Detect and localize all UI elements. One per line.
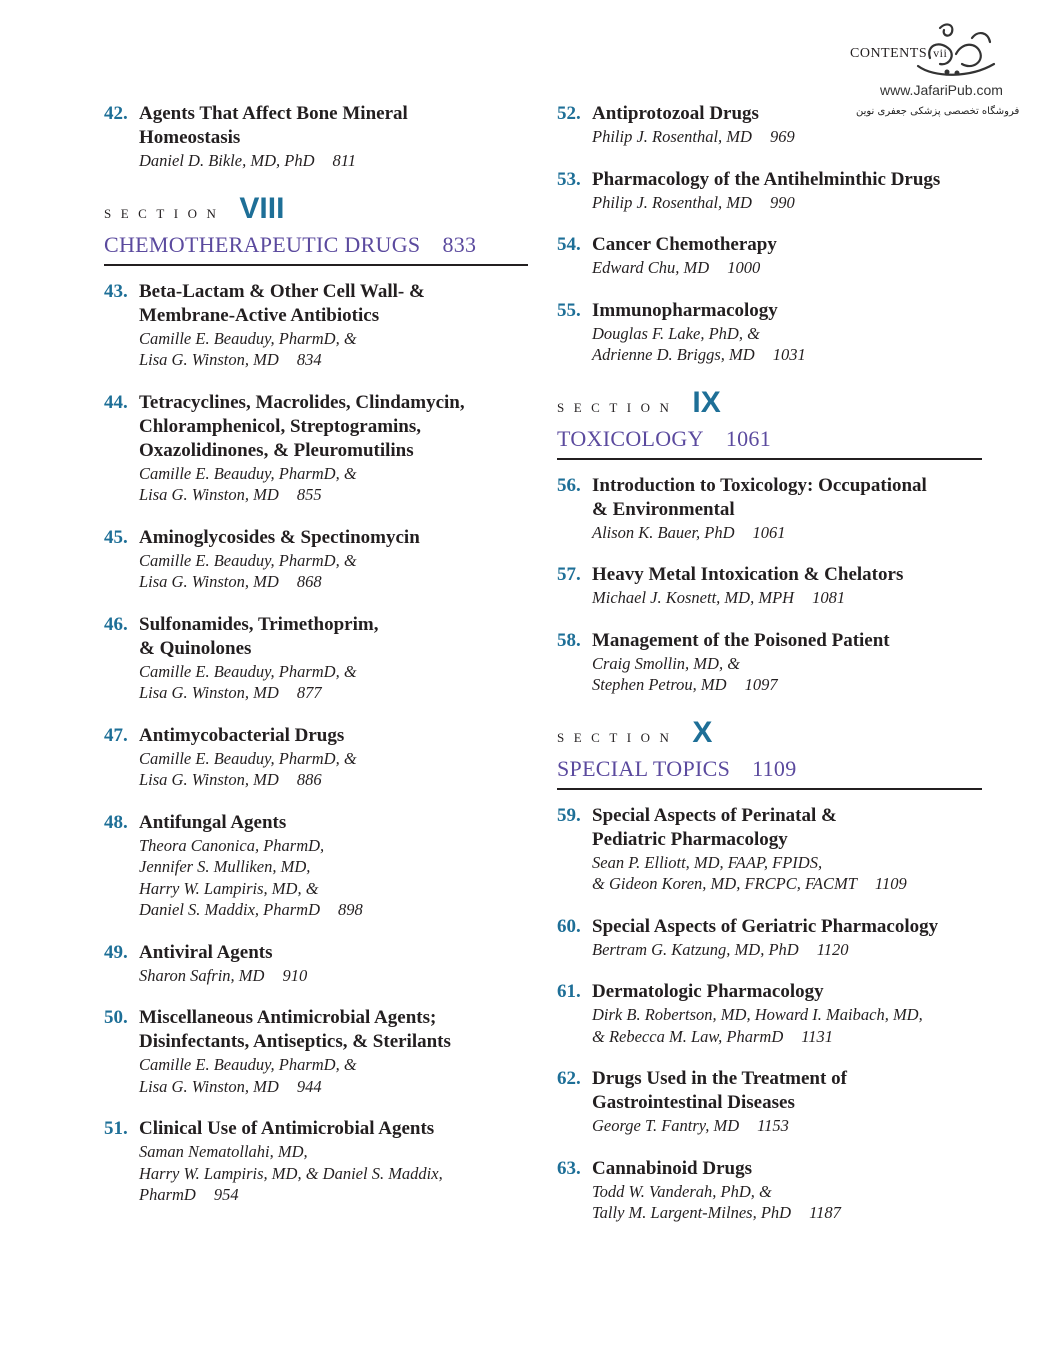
chapter-number: 54. [557, 234, 581, 255]
chapter-title-line: Chloramphenicol, Streptogramins, [139, 415, 422, 437]
chapter-title-line: Cannabinoid Drugs [592, 1157, 752, 1179]
chapter-number: 55. [557, 299, 581, 321]
toc-entry-57[interactable] [557, 563, 982, 609]
toc-entry-50[interactable] [104, 1006, 528, 1097]
chapter-title-line: & Quinolones [139, 637, 252, 659]
chapter-author-line [139, 899, 528, 921]
page-number: 877 [296, 683, 322, 702]
toc-entry-61[interactable] [557, 980, 982, 1047]
author-text: & Rebecca M. Law, PharmD [592, 1026, 784, 1046]
section-word: SECTION [557, 399, 679, 415]
chapter-author-line: Dirk B. Robertson, MD, Howard I. Maibach, MD, [592, 1005, 923, 1024]
section-title[interactable] [557, 422, 982, 460]
toc-entry-47[interactable] [104, 724, 528, 791]
chapter-author-line [592, 192, 982, 214]
chapter-number: 44. [104, 391, 128, 413]
header-label: CONTENTS [850, 46, 928, 61]
toc-entry-51[interactable] [104, 1117, 528, 1206]
author-text: George T. Fantry, MD [592, 1116, 740, 1135]
chapter-author-line: Camille E. Beauduy, PharmD, & [139, 463, 357, 483]
publisher-shop-name: فروشگاه تخصصی پزشکی جعفری نوین [856, 106, 1020, 117]
chapter-title-line: Antimycobacterial Drugs [139, 724, 345, 746]
chapter-title-line: Management of the Poisoned Patient [592, 629, 890, 651]
chapter-number: 46. [104, 613, 128, 635]
section-page-number: 1061 [725, 425, 772, 451]
page-number: 898 [338, 900, 363, 919]
chapter-author-line: Harry W. Lampiris, MD, & [139, 878, 319, 898]
chapter-number: 58. [557, 629, 581, 651]
chapter-author-line [139, 682, 528, 704]
chapter-author-line: Saman Nematollahi, MD, [139, 1142, 308, 1161]
chapter-title-line: & Environmental [592, 498, 735, 520]
chapter-author-line: Craig Smollin, MD, & [592, 653, 741, 673]
toc-entry-62[interactable] [557, 1067, 982, 1137]
toc-entry-55[interactable] [557, 299, 982, 366]
chapter-title-line: Special Aspects of Geriatric Pharmacology [592, 915, 939, 937]
publisher-logo-watermark [910, 20, 1000, 82]
page-number: 1081 [812, 588, 846, 607]
author-text: Lisa G. Winston, MD [139, 572, 279, 591]
page-number: 886 [296, 770, 322, 789]
toc-entry-45[interactable] [104, 526, 528, 593]
author-text: PharmD [139, 1185, 196, 1204]
chapter-number: 62. [557, 1068, 581, 1089]
chapter-number: 48. [104, 811, 128, 833]
section-x-heading [557, 716, 982, 790]
chapter-number: 51. [104, 1118, 128, 1139]
page-number: 855 [296, 485, 322, 504]
page-number: 1131 [801, 1026, 834, 1046]
page-number: 811 [332, 151, 357, 170]
chapter-author-line [139, 484, 528, 506]
chapter-number: 50. [104, 1007, 128, 1028]
chapter-author-line: Camille E. Beauduy, PharmD, & [139, 661, 357, 681]
toc-entry-44[interactable] [104, 391, 528, 506]
chapter-title-line: Immunopharmacology [592, 299, 778, 321]
chapter-title-line: Introduction to Toxicology: Occupational [592, 474, 927, 496]
chapter-title-line: Gastrointestinal Diseases [592, 1092, 795, 1113]
page-number: 944 [296, 1076, 322, 1096]
chapter-title-line: Homeostasis [139, 127, 241, 148]
author-text: Philip J. Rosenthal, MD [592, 127, 752, 146]
section-title-text: CHEMOTHERAPEUTIC DRUGS [104, 231, 421, 257]
chapter-number: 59. [557, 804, 581, 826]
toc-entry-54[interactable] [557, 233, 982, 279]
toc-entry-43[interactable] [104, 280, 528, 371]
page-number: 834 [296, 350, 322, 369]
author-text: Alison K. Bauer, PhD [592, 522, 735, 542]
chapter-title-line: Agents That Affect Bone Mineral [139, 103, 408, 124]
chapter-title-line: Special Aspects of Perinatal & [592, 804, 837, 826]
chapter-number: 53. [557, 168, 581, 190]
header-page-number: vii [933, 46, 948, 60]
chapter-author-line [592, 257, 982, 279]
author-text: Lisa G. Winston, MD [139, 770, 279, 789]
chapter-title-line: Antiprotozoal Drugs [592, 103, 759, 124]
chapter-author-line [592, 939, 982, 961]
toc-entry-52[interactable] [557, 102, 982, 148]
chapter-author-line [139, 150, 528, 172]
section-ix-heading [557, 386, 982, 460]
chapter-title-line: Pediatric Pharmacology [592, 828, 788, 850]
chapter-title-line: Oxazolidinones, & Pleuromutilins [139, 439, 414, 461]
author-text: Michael J. Kosnett, MD, MPH [592, 588, 795, 607]
chapter-number: 45. [104, 526, 128, 548]
chapter-author-line [139, 769, 528, 791]
chapter-author-line [592, 522, 982, 544]
toc-entry-63[interactable] [557, 1157, 982, 1224]
chapter-number: 52. [557, 103, 581, 124]
toc-column-right [557, 102, 982, 1244]
author-text: Adrienne D. Briggs, MD [592, 345, 755, 364]
author-text: Bertram G. Katzung, MD, PhD [592, 939, 799, 959]
toc-entry-46[interactable] [104, 613, 528, 704]
chapter-number: 43. [104, 280, 128, 302]
chapter-title-line: Membrane-Active Antibiotics [139, 304, 380, 326]
chapter-title-line: Sulfonamides, Trimethoprim, [139, 613, 379, 635]
chapter-title-line: Miscellaneous Antimicrobial Agents; [139, 1007, 437, 1028]
toc-entry-42[interactable] [104, 102, 528, 172]
chapter-number: 60. [557, 915, 581, 937]
section-title[interactable] [104, 228, 528, 266]
chapter-title-line: Clinical Use of Antimicrobial Agents [139, 1118, 435, 1139]
chapter-number: 56. [557, 474, 581, 496]
chapter-author-line [592, 1202, 982, 1224]
chapter-author-line: Camille E. Beauduy, PharmD, & [139, 328, 357, 348]
chapter-number: 42. [104, 103, 128, 124]
author-text: Sharon Safrin, MD [139, 965, 265, 985]
page-number: 1097 [744, 675, 778, 694]
chapter-author-line [139, 1076, 528, 1098]
chapter-title-line: Cancer Chemotherapy [592, 234, 777, 255]
chapter-author-line [592, 1026, 982, 1048]
chapter-title-line: Aminoglycosides & Spectinomycin [139, 526, 420, 548]
author-text: & Gideon Koren, MD, FRCPC, FACMT [592, 874, 857, 893]
chapter-title-line: Heavy Metal Intoxication & Chelators [592, 564, 904, 585]
toc-entry-53[interactable] [557, 168, 982, 214]
chapter-author-line [139, 1184, 528, 1206]
page-number: 969 [769, 127, 795, 146]
section-title-text: SPECIAL TOPICS [557, 755, 731, 781]
chapter-author-line [592, 674, 982, 696]
chapter-title-line: Pharmacology of the Antihelminthic Drugs [592, 168, 941, 190]
section-roman-numeral: IX [692, 385, 721, 419]
chapter-number: 49. [104, 941, 128, 963]
author-text: Stephen Petrou, MD [592, 675, 727, 694]
chapter-title-line: Beta-Lactam & Other Cell Wall- & [139, 280, 425, 302]
chapter-author-line [592, 1115, 982, 1137]
chapter-author-line [592, 873, 982, 895]
chapter-author-line [592, 344, 982, 366]
section-roman-numeral: X [692, 715, 713, 749]
chapter-title-line: Antifungal Agents [139, 811, 287, 833]
chapter-author-line: Theora Canonica, PharmD, [139, 835, 325, 855]
page-number: 1000 [727, 258, 761, 277]
page-number: 868 [296, 572, 322, 591]
chapter-author-line: Todd W. Vanderah, PhD, & [592, 1181, 772, 1201]
page-number: 1061 [752, 522, 786, 542]
page-number: 1153 [757, 1116, 789, 1135]
chapter-author-line [139, 571, 528, 593]
chapter-author-line: Sean P. Elliott, MD, FAAP, FPIDS, [592, 852, 823, 872]
author-text: Lisa G. Winston, MD [139, 350, 279, 369]
page-number: 1187 [809, 1203, 841, 1222]
page-number: 1120 [816, 939, 849, 959]
page-number: 910 [282, 965, 308, 985]
author-text: Daniel S. Maddix, PharmD [139, 900, 321, 919]
page-number: 954 [213, 1185, 239, 1204]
chapter-title-line: Dermatologic Pharmacology [592, 981, 824, 1002]
chapter-author-line [139, 965, 528, 987]
section-word: SECTION [557, 729, 679, 745]
toc-entry-56[interactable] [557, 474, 982, 544]
toc-entry-60[interactable] [557, 915, 982, 961]
toc-column-left [104, 102, 528, 1226]
author-text: Lisa G. Winston, MD [139, 1076, 279, 1096]
section-roman-numeral: VIII [239, 191, 285, 225]
chapter-title-line: Disinfectants, Antiseptics, & Sterilants [139, 1031, 451, 1052]
chapter-author-line [139, 349, 528, 371]
chapter-author-line: Camille E. Beauduy, PharmD, & [139, 550, 357, 570]
section-page-number: 1109 [752, 755, 797, 781]
author-text: Lisa G. Winston, MD [139, 485, 279, 504]
chapter-author-line [592, 587, 982, 609]
chapter-number: 47. [104, 724, 128, 746]
page-number: 1031 [772, 345, 806, 364]
chapter-number: 63. [557, 1157, 581, 1179]
page-number: 990 [769, 192, 795, 212]
chapter-author-line: Camille E. Beauduy, PharmD, & [139, 1055, 357, 1074]
toc-entry-59[interactable] [557, 804, 982, 895]
section-word: SECTION [104, 205, 226, 221]
toc-entry-58[interactable] [557, 629, 982, 696]
author-text: Daniel D. Bikle, MD, PhD [139, 151, 315, 170]
author-text: Tally M. Largent-Milnes, PhD [592, 1203, 792, 1222]
chapter-number: 57. [557, 564, 581, 585]
chapter-title-line: Tetracyclines, Macrolides, Clindamycin, [139, 391, 465, 413]
page-number: 1109 [874, 874, 907, 893]
chapter-title-line: Drugs Used in the Treatment of [592, 1068, 847, 1089]
toc-entry-48[interactable] [104, 811, 528, 921]
toc-entry-49[interactable] [104, 941, 528, 987]
chapter-author-line: Jennifer S. Mulliken, MD, [139, 857, 311, 876]
author-text: Lisa G. Winston, MD [139, 683, 279, 702]
author-text: Edward Chu, MD [592, 258, 710, 277]
chapter-author-line: Douglas F. Lake, PhD, & [592, 323, 760, 343]
publisher-website: www.JafariPub.com [880, 82, 1003, 98]
section-title-text: TOXICOLOGY [557, 425, 704, 451]
chapter-author-line: Harry W. Lampiris, MD, & Daniel S. Maddix, [139, 1163, 443, 1183]
section-viii-heading [104, 192, 528, 266]
author-text: Philip J. Rosenthal, MD [592, 192, 752, 212]
chapter-number: 61. [557, 981, 581, 1002]
chapter-author-line: Camille E. Beauduy, PharmD, & [139, 748, 357, 768]
section-title[interactable] [557, 752, 982, 790]
chapter-author-line [592, 126, 982, 148]
section-page-number: 833 [442, 231, 477, 257]
chapter-title-line: Antiviral Agents [139, 941, 273, 963]
